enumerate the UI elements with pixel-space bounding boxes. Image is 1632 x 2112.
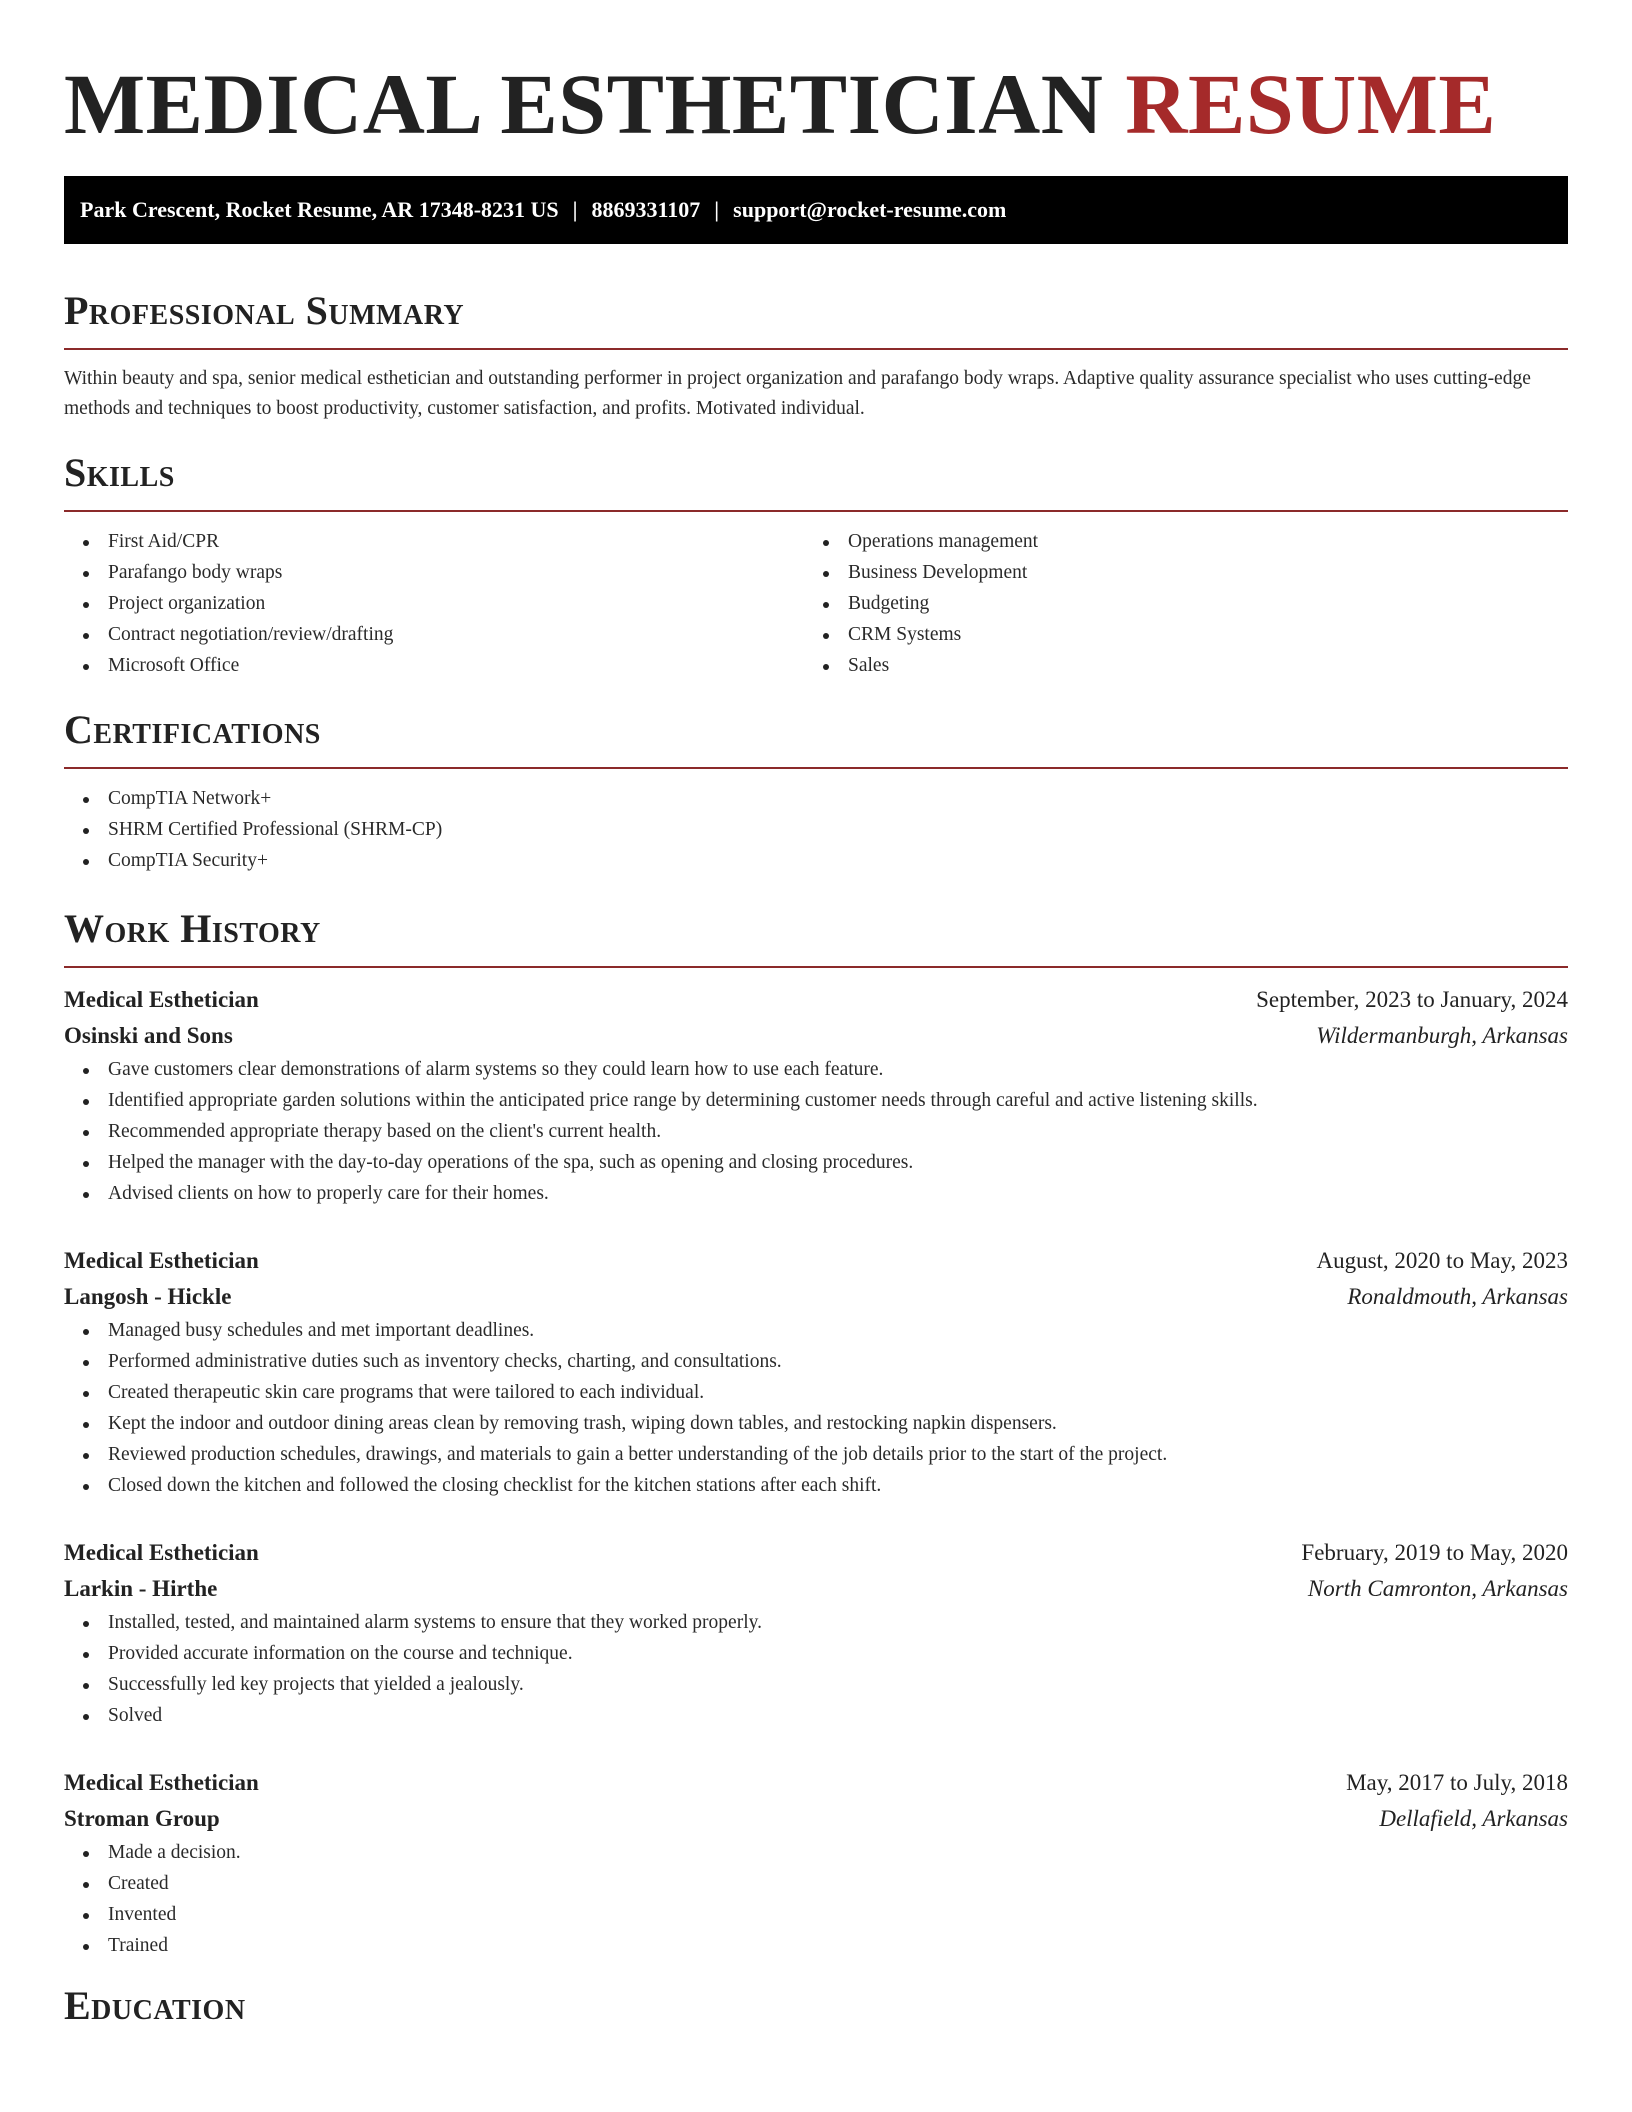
job-dates: May, 2017 to July, 2018 (1346, 1770, 1568, 1795)
certification-item: SHRM Certified Professional (SHRM-CP) (64, 814, 1568, 845)
certifications-section (64, 707, 1568, 876)
certification-item: CompTIA Security+ (64, 845, 1568, 876)
job-company: Larkin - Hirthe (64, 1576, 218, 1601)
skills-list-left (64, 526, 804, 681)
job-entry (64, 1243, 1568, 1501)
job-header-row (64, 982, 1568, 1018)
job-bullet: Gave customers clear demonstrations of alarm systems so they could learn how to use each feature. (64, 1054, 1568, 1085)
job-company: Langosh - Hickle (64, 1284, 232, 1309)
skill-item: Sales (804, 650, 1544, 681)
education-section (64, 1983, 1568, 2029)
job-company-row (64, 1571, 1568, 1607)
job-bullet: Managed busy schedules and met important deadlines. (64, 1315, 1568, 1346)
contact-phone: 8869331107 (591, 197, 701, 222)
job-bullet: Invented (64, 1899, 1568, 1930)
section-title-skills: Skills (64, 450, 175, 495)
skill-item: Budgeting (804, 588, 1544, 619)
skill-item: CRM Systems (804, 619, 1544, 650)
job-bullet: Reviewed production schedules, drawings, and materials to gain a better understanding of the job details prior to the start of the project. (64, 1439, 1568, 1470)
section-divider (64, 348, 1568, 350)
job-company-row (64, 1018, 1568, 1054)
section-divider (64, 767, 1568, 769)
job-company: Stroman Group (64, 1806, 220, 1831)
job-bullet: Created (64, 1868, 1568, 1899)
skills-section (64, 450, 1568, 681)
skill-item: Parafango body wraps (64, 557, 804, 588)
contact-separator: | (572, 197, 578, 222)
job-header-row (64, 1243, 1568, 1279)
job-header-row (64, 1765, 1568, 1801)
section-divider (64, 966, 1568, 968)
contact-email: support@rocket-resume.com (733, 197, 1007, 222)
job-entry (64, 1765, 1568, 1961)
contact-separator: | (714, 197, 720, 222)
job-bullet: Helped the manager with the day-to-day operations of the spa, such as opening and closing procedures. (64, 1147, 1568, 1178)
job-bullet: Solved (64, 1700, 1568, 1731)
job-location: Dellafield, Arkansas (1379, 1806, 1568, 1831)
skill-item: Contract negotiation/review/drafting (64, 619, 804, 650)
job-location: Wildermanburgh, Arkansas (1316, 1023, 1568, 1048)
job-title: Medical Esthetician (64, 1770, 259, 1795)
certifications-list (64, 783, 1568, 876)
resume-page (64, 0, 1568, 2029)
job-bullet: Closed down the kitchen and followed the closing checklist for the kitchen stations after each shift. (64, 1470, 1568, 1501)
job-title: Medical Esthetician (64, 1248, 259, 1273)
section-title-certifications: Certifications (64, 707, 321, 752)
job-title: Medical Esthetician (64, 987, 259, 1012)
job-bullets (64, 1837, 1568, 1961)
job-bullet: Advised clients on how to properly care for their homes. (64, 1178, 1568, 1209)
job-bullets (64, 1315, 1568, 1501)
job-bullet: Recommended appropriate therapy based on the client's current health. (64, 1116, 1568, 1147)
contact-bar (64, 176, 1568, 244)
title-accent: RESUME (1125, 56, 1497, 152)
job-dates: February, 2019 to May, 2020 (1301, 1540, 1568, 1565)
job-bullet: Performed administrative duties such as inventory checks, charting, and consultations. (64, 1346, 1568, 1377)
skill-item: Business Development (804, 557, 1544, 588)
job-header-row (64, 1535, 1568, 1571)
job-bullets (64, 1607, 1568, 1731)
job-location: Ronaldmouth, Arkansas (1347, 1284, 1568, 1309)
section-title-summary: Professional Summary (64, 288, 465, 333)
job-dates: September, 2023 to January, 2024 (1256, 987, 1568, 1012)
title-main: MEDICAL ESTHETICIAN (64, 56, 1104, 152)
skill-item: Microsoft Office (64, 650, 804, 681)
job-dates: August, 2020 to May, 2023 (1316, 1248, 1568, 1273)
job-bullets (64, 1054, 1568, 1209)
job-company-row (64, 1279, 1568, 1315)
job-bullet: Trained (64, 1930, 1568, 1961)
skill-item: First Aid/CPR (64, 526, 804, 557)
job-entry (64, 1535, 1568, 1731)
resume-title (64, 0, 1568, 150)
job-bullet: Created therapeutic skin care programs that were tailored to each individual. (64, 1377, 1568, 1408)
job-location: North Camronton, Arkansas (1307, 1576, 1568, 1601)
job-bullet: Installed, tested, and maintained alarm systems to ensure that they worked properly. (64, 1607, 1568, 1638)
job-bullet: Made a decision. (64, 1837, 1568, 1868)
section-title-education: Education (64, 1983, 246, 2028)
job-bullet: Identified appropriate garden solutions within the anticipated price range by determining customer needs through careful and active listening skills. (64, 1085, 1568, 1116)
skills-list-right (804, 526, 1544, 681)
job-bullet: Kept the indoor and outdoor dining areas clean by removing trash, wiping down tables, and restocking napkin dispensers. (64, 1408, 1568, 1439)
certification-item: CompTIA Network+ (64, 783, 1568, 814)
job-company: Osinski and Sons (64, 1023, 233, 1048)
job-entry (64, 982, 1568, 1209)
contact-address: Park Crescent, Rocket Resume, AR 17348-8231 US (80, 197, 559, 222)
skills-grid (64, 526, 1568, 681)
work-history-section (64, 906, 1568, 1961)
skill-item: Project organization (64, 588, 804, 619)
job-bullet: Provided accurate information on the course and technique. (64, 1638, 1568, 1669)
job-title: Medical Esthetician (64, 1540, 259, 1565)
summary-section (64, 288, 1568, 424)
skill-item: Operations management (804, 526, 1544, 557)
summary-text: Within beauty and spa, senior medical esthetician and outstanding performer in project organization and parafango body wraps. Adaptive quality assurance specialist who uses cutting-edge methods and techniques to boost productivity, customer satisfaction, and profits. Motivated individual. (64, 368, 1531, 419)
section-title-work-history: Work History (64, 906, 321, 951)
job-company-row (64, 1801, 1568, 1837)
job-bullet: Successfully led key projects that yielded a jealously. (64, 1669, 1568, 1700)
section-divider (64, 510, 1568, 512)
